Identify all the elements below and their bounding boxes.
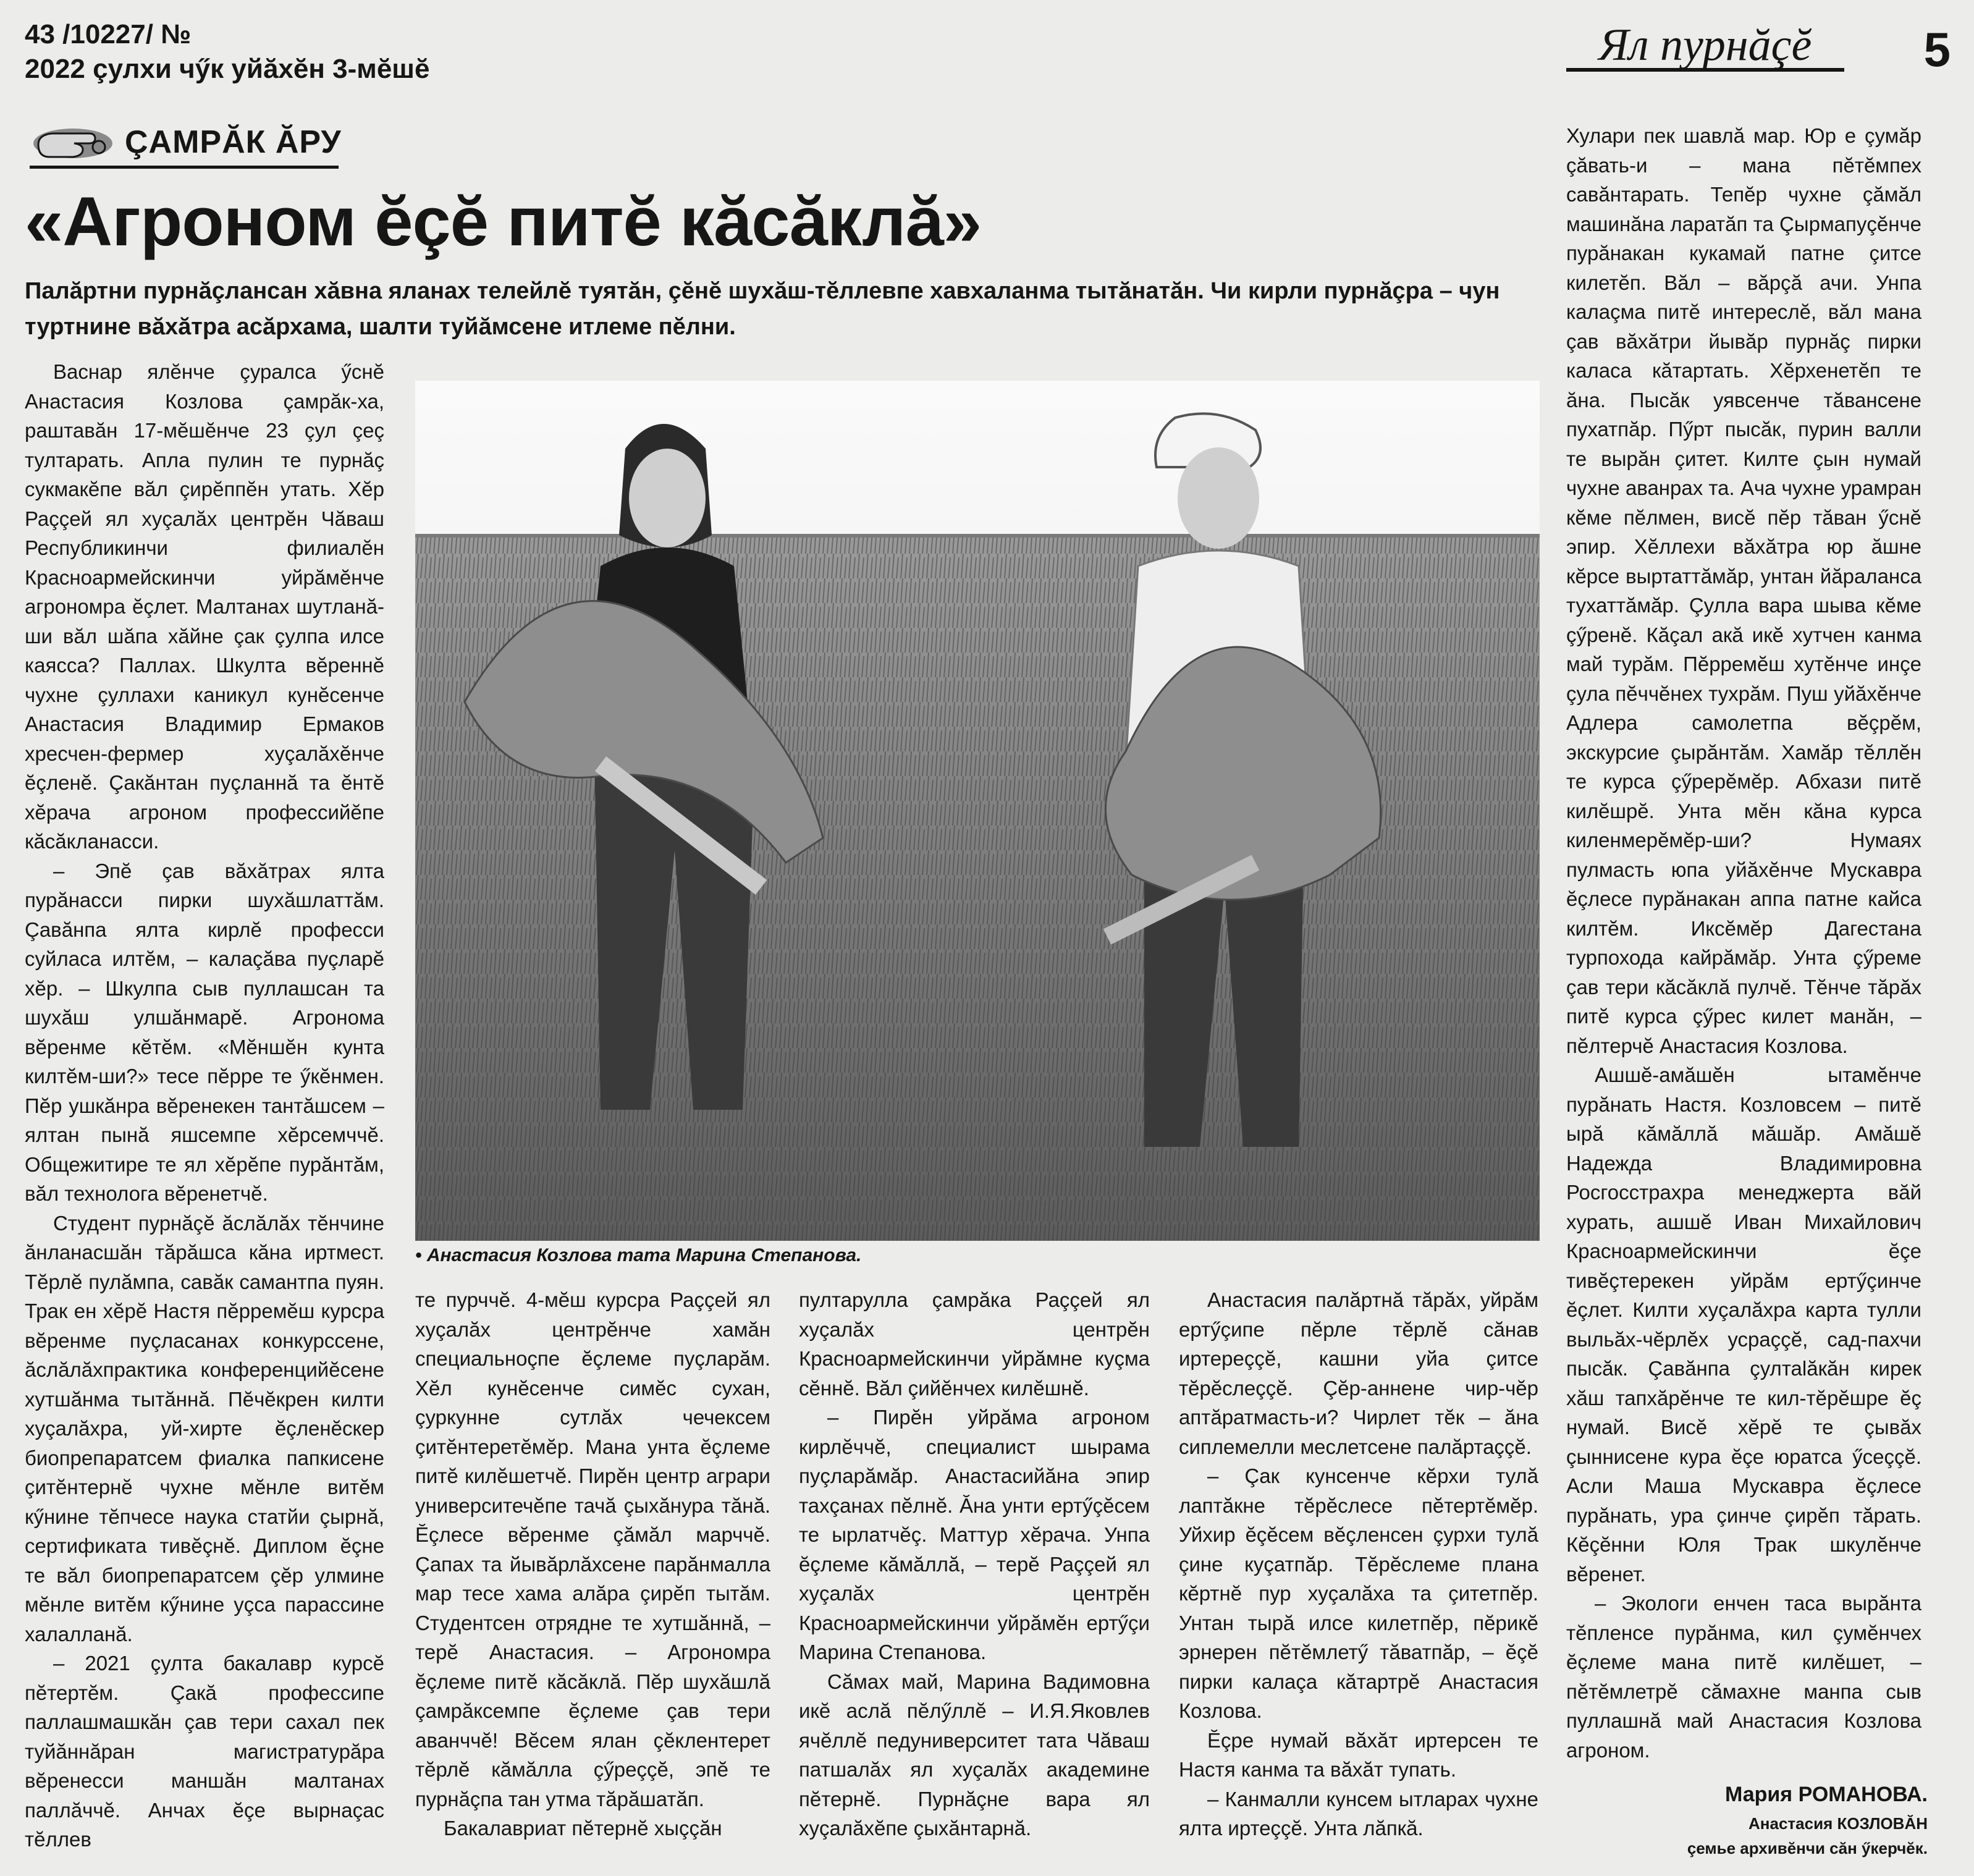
rubric <box>30 119 342 165</box>
photo-credit-name: Анастасия КОЗЛОВĂН <box>1748 1814 1928 1833</box>
photo-caption-text: Анастасия Козлова тата Марина Степанова. <box>426 1245 862 1265</box>
paragraph: Васнар ялĕнче çуралса ӳснĕ Анастасия Козлова çамрăк-ха, раштавăн 17-мĕшĕнче 23 çул çеç тултарать. Апла пулин те пурнăç сукмакĕпе вăл çирĕппĕн утать. Хĕр Раççей ял хуçалăх центрĕн Чăваш Республикинчи филиалĕн Красноармейскинчи уйрăмĕнче агрономра ĕçлет. Малтанах шутланă-ши вăл шăпа хăйне çак çулпа илсе каясса? Паллах. Шкулта вĕреннĕ чухне çуллахи каникул кунĕсенче Анастасия Владимир Ермаков хресчен-фермер хуçалăхĕнче ĕçленĕ. Çакăнтан пуçланнă та ĕнтĕ хĕрача агроном профессийĕпе кăсăкланасси. <box>25 360 384 853</box>
column-5 <box>1566 121 1921 1765</box>
paragraph: – 2021 çулта бакалавр курсĕ пĕтертĕм. Çакă профессипе паллашмашкăн çав тери сахал пек туйăннăран магистратурăра вĕренесси маншăн малтанах паллăччĕ. Анчах ĕçе вырнаçас тĕллев <box>25 1652 384 1851</box>
column-4 <box>1179 1285 1538 1843</box>
paragraph: Анастасия палăртнă тăрăх, уйрăм ертӳçипе пĕрле тĕрлĕ сăнав иртереççĕ, кашни уйа çитсе тĕрĕслеççĕ. Çĕр-аннене чир-чĕр аптăратмасть-и? Чирлет тĕк – ăна сиплемелли меслетсене палăртаççĕ. <box>1179 1288 1538 1458</box>
column-3 <box>799 1285 1150 1843</box>
paragraph: – Экологи енчен таса вырăнта тĕпленсе пурăнма, кил çумĕнчех ĕçлеме мана питĕ килĕшет, – пĕтĕмлетрĕ сăмахне манпа сыв пуллашнă май Анастасия Козлова агроном. <box>1566 1592 1921 1762</box>
issue-info <box>25 17 429 87</box>
rubric-title: ÇАМРĂК ĂРУ <box>125 124 342 160</box>
photo-credit-note: çемье архивĕнчи сăн ӳкерчĕк. <box>1687 1839 1928 1857</box>
paragraph: Ĕçре нумай вăхăт иртерсен те Настя канма та вăхăт тупать. <box>1179 1728 1538 1781</box>
newspaper-masthead <box>1566 17 1844 72</box>
paragraph: Хулари пек шавлă мар. Юр е çумăр çăвать-и – мана пĕтĕмпех савăнтарать. Тепĕр чухне çăмăл машинăна ларатăп та Çырмапуçĕнче пурăнакан кукамай патне çитсе килетĕп. Вăл – вăрçă ачи. Унпа калаçма питĕ интереслĕ, вăл мана çав вăхăтри йывăр пурнăç пирки каласа кăтартать. Хĕрхенетĕп те ăна. Пысăк уявсенче тăвансене пухатпăр. Пӳрт пысăк, пурин валли те вырăн çитет. Килте çын нумай чухне аванрах та. Ача чухне урамран кĕме пĕлмен, висĕ пĕр тăван ӳснĕ эпир. Хĕллехи вăхăтра юр ăшне кĕрсе выртаттăмăр, унтан йăраланса тухаттăмăр. Çулла вара шыва кĕме çӳренĕ. Кăçал акă икĕ хутчен канма май турăм. Пĕрремĕш хутĕнче инçе çула пĕччĕнех тухрăм. Пуш уйăхĕнче Адлера самолетпа вĕçрĕм, экскурсие çырăнтăм. Хамăр тĕллĕн те курса çӳрерĕмĕр. Абхази питĕ килĕшрĕ. Унта мĕн кăна курса киленмерĕмĕр-ши? Нумаях пулмасть юпа уйăхĕнче Мускавра ĕçлесе пурăнакан аппа патне кайса килтĕм. Иксĕмĕр Дагестана турпохода кайрăмăр. Унта çӳреме çав тери кăсăклă пулчĕ. Тĕнче тăрăх питĕ курса çӳрес килет манăн, – пĕлтерчĕ Анастасия Козлова. <box>1566 124 1921 1057</box>
paragraph: Сăмах май, Марина Вадимовна икĕ аслă пĕлӳллĕ – И.Я.Яковлев ячĕллĕ педуниверситет тата Чăваш патшалăх ял хуçалăх академине пĕтернĕ. Пурнăçне вара ял хуçалăхĕпе çыхăнтарнă. <box>799 1670 1150 1840</box>
rubric-underline <box>30 166 339 169</box>
newspaper-name: Ял пурнăçĕ <box>1598 20 1812 70</box>
article-headline: «Агроном ĕçĕ питĕ кăсăклă» <box>25 183 982 260</box>
paragraph: Студент пурнăçĕ ăслăлăх тĕнчине ăнланасшăн тăрăшса кăна иртмест. Тĕрлĕ пулăмпа, савăк самантпа пуян. Трак ен хĕрĕ Настя пĕрремĕш курсра вĕренме пуçласанах конкурссене, ăслăлăхпрактика конференцийĕсене хутшăнма тытăннă. Пĕчĕкрен килти хуçалăхра, уй-хирте ĕçленĕскер биопрепаратсем фиалка папкисене çитĕнтернĕ чухне мĕнле витĕм кӳнине тĕпчесе наука статйи çырнă, сертификата тивĕçнĕ. Диплом ĕçне те вăл биопрепаратсем çĕр улмине мĕнле витĕм кӳнине уçса парассине халалланă. <box>25 1211 384 1646</box>
paragraph: – Канмалли кунсем ытларах чухне ялта иртеççĕ. Унта лăпкă. <box>1179 1787 1538 1840</box>
paragraph: – Пирĕн уйрăма агроном кирлĕччĕ, специалист шырама пуçларăмăр. Анастасийăна эпир тахçанах пĕлнĕ. Ăна унти ертӳçĕсем те ырлатчĕç. Маттур хĕрача. Унпа ĕçлеме кăмăллă, – терĕ Раççей ял хуçалăх центрĕн Красноармейскинчи уйрăмĕн ертӳçи Марина Степанова. <box>799 1406 1150 1663</box>
issue-number: 43 /10227/ № <box>25 19 192 49</box>
paragraph: Бакалавриат пĕтернĕ хыççăн <box>444 1817 722 1840</box>
paragraph: – Çак кунсенче кĕрхи тулă лаптăкне тĕрĕслесе пĕтертĕмĕр. Уйхир ĕçĕсем вĕçленсен çурхи тулă çине куçатпăр. Тĕрĕслеме плана кĕртнĕ пур хуçалăха та çитетпĕр. Унтан тырă илсе килетпĕр, пĕрикĕ эрнерен пĕтĕмлетӳ тăватпăр, – ĕçĕ пирки калаçа кăтартрĕ Анастасия Козлова. <box>1179 1464 1538 1722</box>
column-1 <box>25 357 384 1854</box>
article-photo <box>415 381 1540 1241</box>
column-2 <box>415 1285 770 1843</box>
paragraph: пултарулла çамрăка Раççей ял хуçалăх центрĕн Красноармейскинчи уйрăмне куçма сĕннĕ. Вăл çийĕнчех килĕшнĕ. <box>799 1288 1150 1400</box>
photo-caption <box>415 1243 861 1268</box>
issue-date: 2022 çулхи чӳк уйăхĕн 3-мĕшĕ <box>25 54 430 84</box>
bullet-icon: • <box>415 1245 427 1265</box>
page-number: 5 <box>1923 22 1951 77</box>
pointing-hand-icon <box>30 119 116 165</box>
paragraph: – Эпĕ çав вăхăтрах ялта пурăнасси пирки шухăшлаттăм. Çавăнпа ялта кирлĕ професси суйласа илтĕм, – калаçăва пуçларĕ хĕр. – Шкулпа сыв пуллашсан та шухăш улшăнмарĕ. Агронома вĕренме кĕтĕм. «Мĕншĕн кунта килтĕм-ши?» тесе пĕрре те ӳкĕнмен. Пĕр ушкăнра вĕренекен тантăшсем – ялтан пынă яшсемпе хĕрсемччĕ. Общежитире те ял хĕрĕпе пурăнтăм, вăл технолога вĕренетчĕ. <box>25 859 384 1205</box>
paragraph: те пурччĕ. 4-мĕш курсра Раççей ял хуçалăх центрĕнче хамăн специальноçпе ĕçлеме пуçларăм. Хĕл кунĕсенче симĕс сухан, çуркунне сутлăх чечексем çитĕнтеретĕмĕр. Мана унта ĕçлеме питĕ килĕшетчĕ. Пирĕн центр аграри университечĕпе тачă çыхăнура тăнă. Ĕçлесе вĕренме çăмăл марччĕ. Çапах та йывăрлăхсене парăнмалла мар тесе хама алăра çирĕп тытăм. Студентсен отрядне те хутшăннă, – терĕ Анастасия. – Агрономра ĕçлеме питĕ кăсăклă. Пĕр шухăшлă çамрăксемпе ĕçлеме çав тери аванччĕ! Вĕсем ялан çĕклентерет тĕрлĕ кăмăлла çӳреççĕ, эпĕ те пурнăçпа тан утма тăрăшатăп. <box>415 1288 770 1811</box>
article-lead: Палăртни пурнăçлансан хăвна яланах телейлĕ туятăн, çĕнĕ шухăш-тĕллевпе хавхаланма тытăнатăн. Чи кирли пурнăçра – чун туртнине вăхăтра асăрхама, шалти туйăмсене итлеме пĕлни. <box>25 278 1500 340</box>
author-signature: Мария РОМАНОВА. <box>1724 1783 1928 1806</box>
paragraph: Ашшĕ-амăшĕн ытамĕнче пурăнать Настя. Козловсем – питĕ ырă кăмăллă мăшăр. Амăшĕ Надежда Владимировна Росгосстрахра менеджерта вăй хурать, ашшĕ Иван Михайлович Красноармейскинчи ĕçе тивĕçтерекен уйрăм ертӳçинче ĕçлет. Килти хуçалăхра карта тулли выльăх-чĕрлĕх усраççĕ, сад-пахчи пысăк. Çавăнпа çултаlăкăн кирек хăш тапхăрĕнче те кил-тĕрĕшре ĕç нумай. Висĕ хĕрĕ те çывăх çыннисене кура ĕçе юратса ӳсеççĕ. Асли Маша Мускавра ĕçлесе пурăнать, ура çинче çирĕп тăрать. Кĕçĕнни Юля Трак шкулĕнче вĕренет. <box>1566 1063 1921 1586</box>
